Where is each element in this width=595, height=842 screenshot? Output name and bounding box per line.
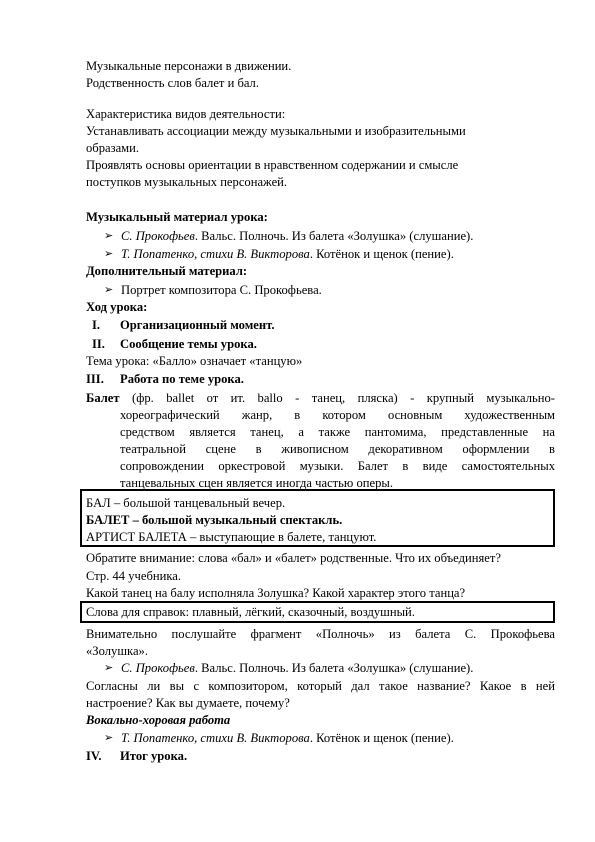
activity-line-4: поступков музыкальных персонажей. xyxy=(86,175,288,189)
piece-title: . Котёнок и щенок (пение). xyxy=(309,247,454,261)
ballet-definition-line-3: средством является танец, а также пантомима, представленные на xyxy=(120,425,555,439)
ballet-term: Балет xyxy=(86,391,120,405)
question-2: Какой танец на балу исполняла Золушка? Какой характер этого танца? xyxy=(86,586,466,600)
step-title: Итог урока. xyxy=(120,749,188,763)
definitions-box xyxy=(80,489,555,547)
arrow-bullet-icon: ➢ xyxy=(104,731,114,744)
definition-ballet-artist: АРТИСТ БАЛЕТА – выступающие в балете, танцуют. xyxy=(86,530,377,544)
step-number: I. xyxy=(92,318,101,332)
composer-name: Т. Попатенко, стихи В. Викторова xyxy=(121,247,310,261)
material-heading: Музыкальный материал урока: xyxy=(86,210,268,224)
hint-words: Слова для справок: плавный, лёгкий, сказочный, воздушный. xyxy=(86,605,415,619)
objective-line-2: Родственность слов балет и бал. xyxy=(86,76,259,90)
lesson-topic: Тема урока: «Балло» означает «танцую» xyxy=(86,354,303,368)
arrow-bullet-icon: ➢ xyxy=(104,229,114,242)
step-number: III. xyxy=(86,372,104,386)
activity-line-1: Устанавливать ассоциации между музыкальными и изобразительными xyxy=(86,124,466,138)
objective-line-1: Музыкальные персонажи в движении. xyxy=(86,59,292,73)
arrow-bullet-icon: ➢ xyxy=(104,661,114,674)
activity-heading: Характеристика видов деятельности: xyxy=(86,107,286,121)
agree-question-line-1: Согласны ли вы с композитором, который дал такое название? Какое в ней xyxy=(86,679,555,693)
piece-title: . Вальс. Полночь. Из балета «Золушка» (слушание). xyxy=(194,661,474,675)
step-number: IV. xyxy=(86,749,102,763)
ballet-definition-line-4: театральной сцене в живописном декоративном оформлении в xyxy=(120,442,555,456)
step-title: Работа по теме урока. xyxy=(120,372,244,386)
ballet-definition-line-6: танцевальных сцен является иногда частью оперы. xyxy=(120,476,394,490)
agree-question-line-2: настроение? Как вы думаете, почему? xyxy=(86,696,290,710)
composer-name: С. Прокофьев xyxy=(121,229,195,243)
piece-title: . Котёнок и щенок (пение). xyxy=(309,731,454,745)
listen-instruction-line-1: Внимательно послушайте фрагмент «Полночь» из балета С. Прокофьева xyxy=(86,627,555,641)
activity-line-2: образами. xyxy=(86,141,140,155)
extra-material-heading: Дополнительный материал: xyxy=(86,264,248,278)
lesson-heading: Ход урока: xyxy=(86,300,148,314)
ballet-definition-line-5: сопровождении оркестровой музыки. Балет в виде самостоятельных xyxy=(120,459,555,473)
step-title: Организационный момент. xyxy=(120,318,275,332)
listen-instruction-line-2: «Золушка». xyxy=(86,644,148,658)
vocal-choral-heading: Вокально-хоровая работа xyxy=(86,713,231,727)
piece-title: . Вальс. Полночь. Из балета «Золушка» (слушание). xyxy=(194,229,474,243)
ballet-definition-line-2: хореографический жанр, в котором основным художественным xyxy=(120,408,555,422)
composer-name: Т. Попатенко, стихи В. Викторова xyxy=(121,731,310,745)
question-1: Обратите внимание: слова «бал» и «балет» родственные. Что их объединяет? xyxy=(86,551,501,565)
definition-ballet: БАЛЕТ – большой музыкальный спектакль. xyxy=(86,513,343,527)
definition-bal: БАЛ – большой танцевальный вечер. xyxy=(86,496,286,510)
activity-line-3: Проявлять основы ориентации в нравственном содержании и смысле xyxy=(86,158,459,172)
arrow-bullet-icon: ➢ xyxy=(104,247,114,260)
step-title: Сообщение темы урока. xyxy=(120,337,257,351)
hint-box xyxy=(80,601,555,623)
composer-name: С. Прокофьев xyxy=(121,661,195,675)
ballet-definition-line-1: Балет (фр. ballet от ит. ballo - танец, пляска) - крупный музыкально- xyxy=(86,391,555,405)
step-number: II. xyxy=(92,337,105,351)
arrow-bullet-icon: ➢ xyxy=(104,283,114,296)
extra-material-text: Портрет композитора С. Прокофьева. xyxy=(121,283,322,297)
textbook-reference: Стр. 44 учебника. xyxy=(86,569,182,583)
